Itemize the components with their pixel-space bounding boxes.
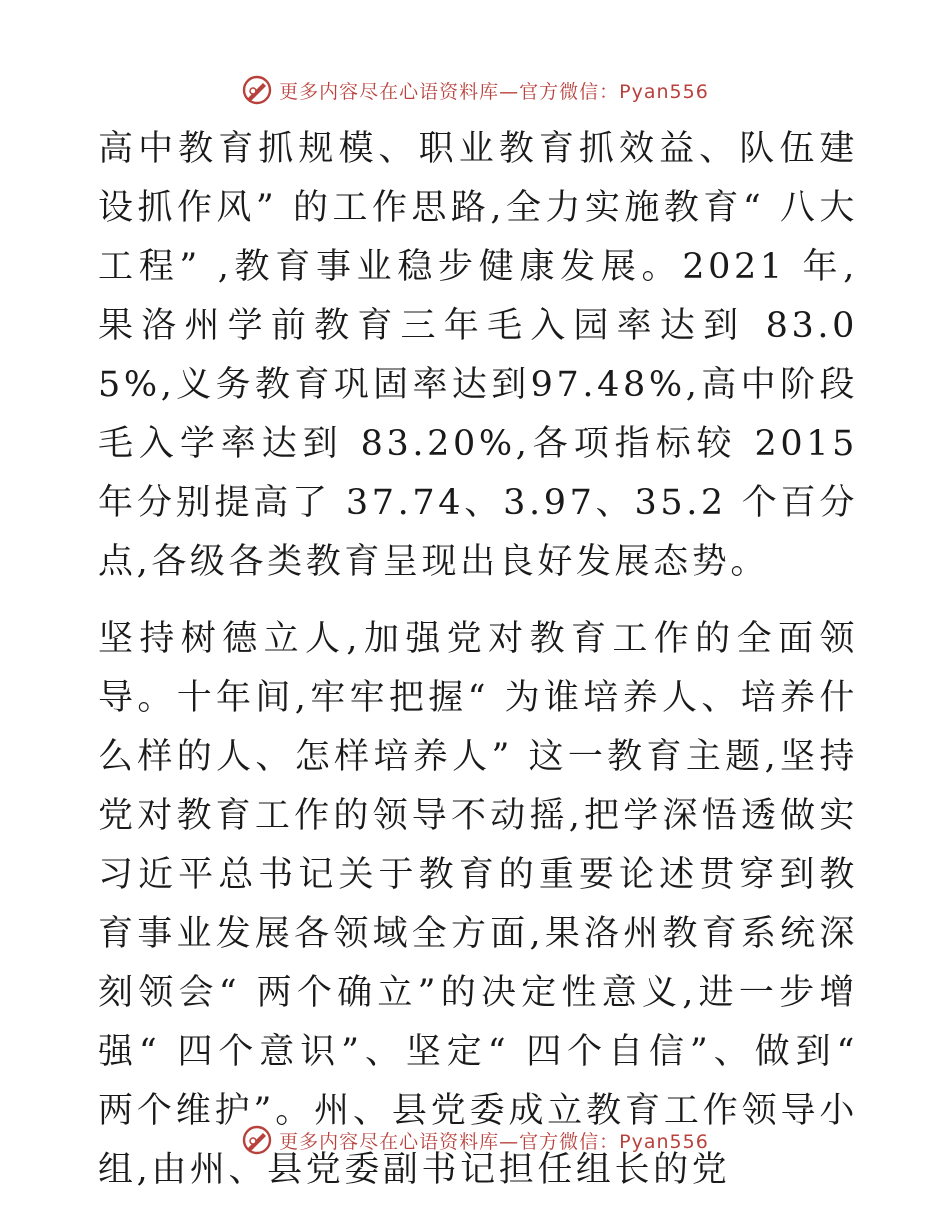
- watermark-text: 更多内容尽在心语资料库—官方微信：Pyan556: [279, 80, 709, 103]
- header-watermark: [0, 70, 950, 110]
- pen-logo-icon: [241, 1124, 273, 1156]
- document-body: [98, 120, 858, 1200]
- paragraph-2: 坚持树德立人,加强党对教育工作的全面领导。十年间,牢牢把握“ 为谁培养人、培养什么样的人、怎样培养人” 这一教育主题,坚持党对教育工作的领导不动摇,把学深悟透做实习近平总书记关于教育的重要论述贯穿到教育事业发展各领域全方面,果洛州教育系统深刻领会“ 两个确立”的决定性意义,进一步增强“ 四个意识”、坚定“ 四个自信”、做到“ 两个维护”。州、县党委成立教育工作领导小组,由州、县党委副书记担任组长的党: [98, 619, 858, 1190]
- footer-watermark: [0, 1120, 950, 1160]
- watermark-text: 更多内容尽在心语资料库—官方微信：Pyan556: [279, 1130, 709, 1153]
- paragraph-1: 高中教育抓规模、职业教育抓效益、队伍建设抓作风” 的工作思路,全力实施教育“ 八大工程” ,教育事业稳步健康发展。2021 年,果洛州学前教育三年毛入园率达到 83.05%,义务教育巩固率达到97.48%,高中阶段毛入学率达到 83.20%,各项指标较 2015 年分别提高了 37.74、3.97、35.2 个百分点,各级各类教育呈现出良好发展态势。: [98, 129, 858, 582]
- pen-logo-icon: [241, 74, 273, 106]
